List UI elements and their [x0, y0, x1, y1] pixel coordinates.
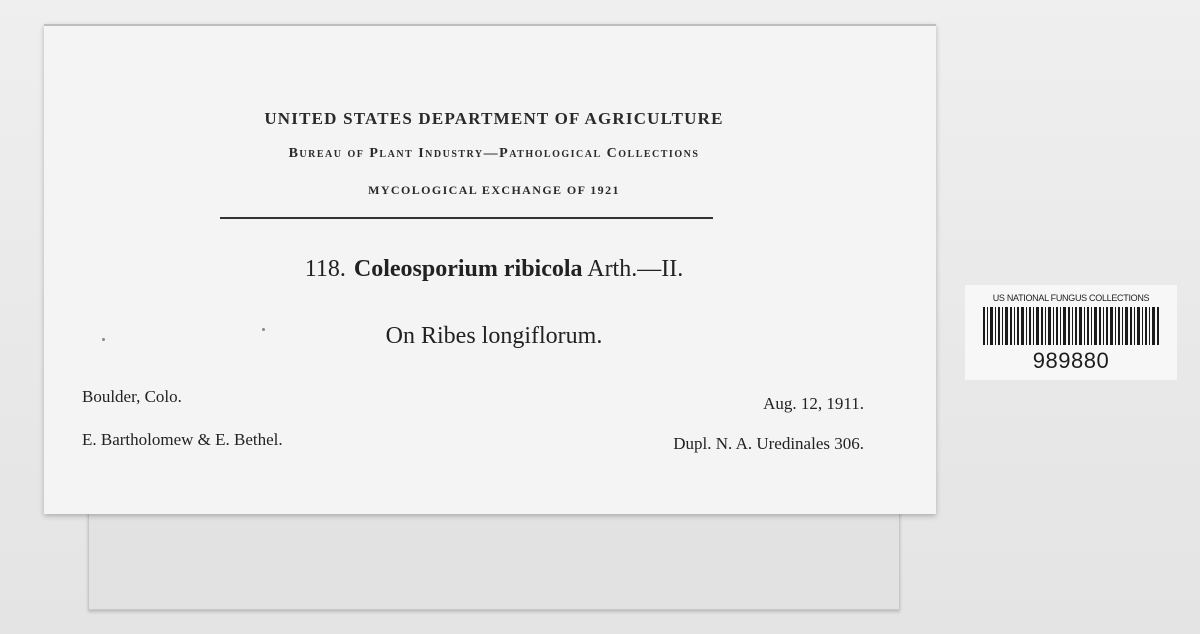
- species-line: [104, 256, 884, 283]
- collection-date: Aug. 12, 1911.: [763, 394, 864, 413]
- label-header-bureau: Bureau of Plant Industry—Pathological Collections: [288, 146, 700, 161]
- barcode-icon: [983, 307, 1159, 345]
- specks: [102, 338, 105, 341]
- barcode-caption: US NATIONAL FUNGUS COLLECTIONS: [992, 293, 1150, 303]
- species-authority: Arth.—II.: [587, 256, 684, 282]
- label-header-agency: UNITED STATES DEPARTMENT OF AGRICULTURE: [264, 109, 724, 128]
- locality: Boulder, Colo.: [82, 387, 182, 406]
- host-line: On Ribes longiflorum.: [385, 323, 603, 349]
- duplicate-reference: Dupl. N. A. Uredinales 306.: [673, 434, 864, 453]
- specks: [262, 328, 265, 331]
- barcode-label: [965, 285, 1177, 380]
- label-divider: [220, 217, 713, 219]
- collectors: E. Bartholomew & E. Bethel.: [82, 430, 283, 449]
- specimen-number: 118.: [304, 256, 346, 282]
- label-header-exchange: MYCOLOGICAL EXCHANGE OF 1921: [368, 183, 620, 197]
- specimen-label: [44, 24, 936, 514]
- specimen-packet: [88, 498, 900, 610]
- catalog-number: 989880: [1032, 348, 1110, 373]
- species-name: Coleosporium ribicola: [353, 256, 583, 282]
